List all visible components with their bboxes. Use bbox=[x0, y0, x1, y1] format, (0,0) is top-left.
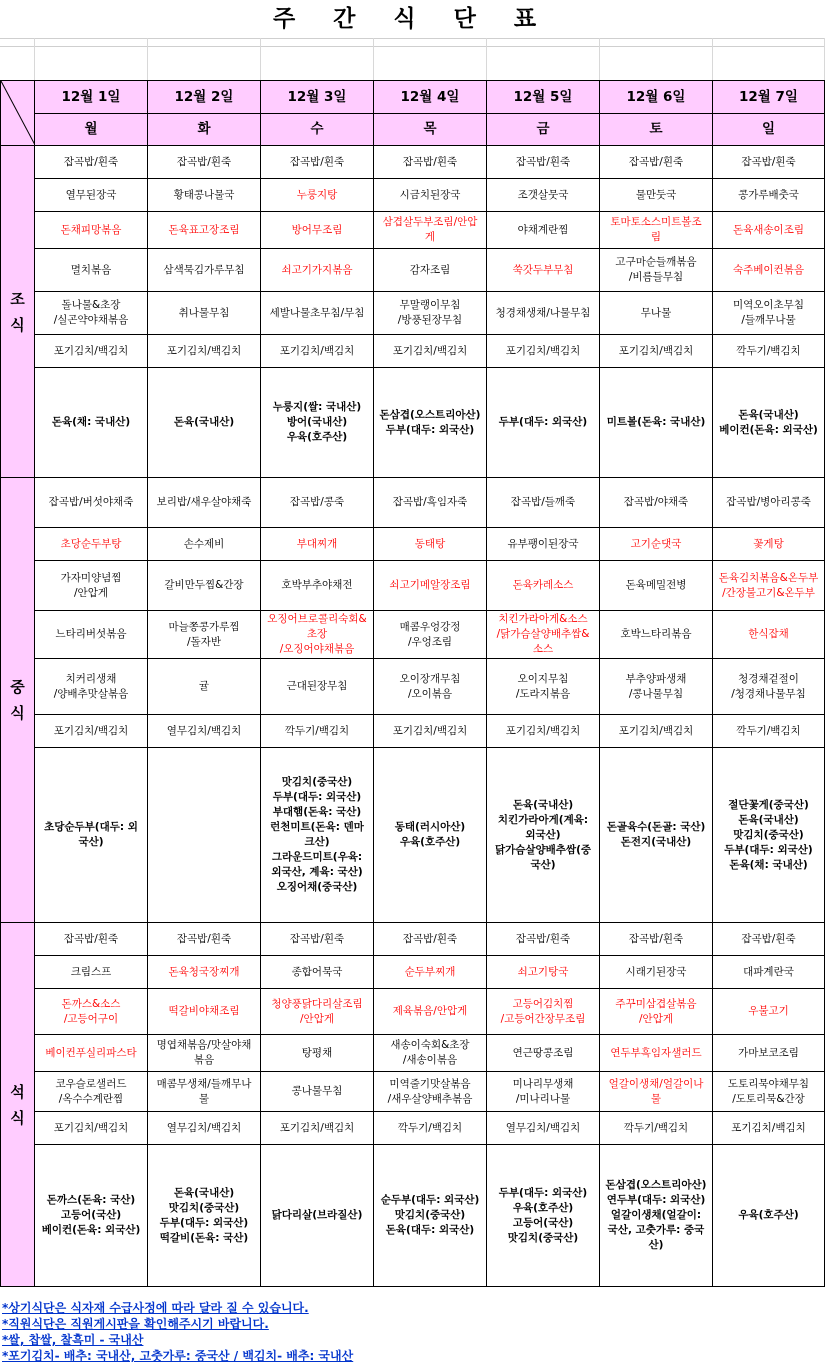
grid-line bbox=[824, 38, 825, 80]
menu-item-cell: 쑥갓두부무침 bbox=[487, 249, 600, 292]
menu-item-cell: 명엽채볶음/맛살야채 볶음 bbox=[148, 1035, 261, 1072]
menu-item-cell: 코우슬로샐러드 /옥수수계란찜 bbox=[35, 1072, 148, 1112]
origin-cell: 초당순두부(대두: 외 국산) bbox=[35, 748, 148, 923]
menu-item-cell: 부대찌개 bbox=[261, 528, 374, 561]
menu-item-cell: 종합어묵국 bbox=[261, 956, 374, 989]
weekday-header: 일 bbox=[713, 114, 825, 146]
footnotes bbox=[2, 1300, 822, 1364]
menu-item-cell: 돈까스&소스 /고등어구이 bbox=[35, 989, 148, 1035]
menu-item-cell: 깍두기/백김치 bbox=[374, 1112, 487, 1145]
grid-line bbox=[599, 38, 600, 80]
menu-item-cell: 오이장개무침 /오이볶음 bbox=[374, 659, 487, 715]
menu-item-cell: 잡곡밥/흰죽 bbox=[148, 923, 261, 956]
date-header: 12월 7일 bbox=[713, 81, 825, 114]
menu-item-cell: 콩나물무침 bbox=[261, 1072, 374, 1112]
menu-item-cell: 고구마순들깨볶음 /비름들무침 bbox=[600, 249, 713, 292]
menu-item-cell: 야채계란찜 bbox=[487, 212, 600, 249]
grid-line bbox=[260, 38, 261, 80]
menu-item-cell: 고기순댓국 bbox=[600, 528, 713, 561]
date-header: 12월 2일 bbox=[148, 81, 261, 114]
menu-item-cell: 크림스프 bbox=[35, 956, 148, 989]
menu-item-cell: 포기김치/백김치 bbox=[261, 1112, 374, 1145]
origin-cell: 미트볼(돈육: 국내산) bbox=[600, 368, 713, 478]
menu-item-cell: 무말랭이무침 /방풍된장무침 bbox=[374, 292, 487, 335]
menu-item-cell: 잡곡밥/흰죽 bbox=[600, 923, 713, 956]
menu-item-cell: 잡곡밥/흰죽 bbox=[374, 146, 487, 179]
origin-cell: 돈삼겹(오스트리아산) 연두부(대두: 외국산) 얼갈이생채(얼갈이: 국산, 고춧가루: 중국 산) bbox=[600, 1145, 713, 1287]
page-title: 주 간 식 단 표 bbox=[272, 6, 552, 32]
menu-item-cell: 유부팽이된장국 bbox=[487, 528, 600, 561]
menu-item-cell: 잡곡밥/들깨죽 bbox=[487, 478, 600, 528]
menu-item-cell: 잡곡밥/버섯야채죽 bbox=[35, 478, 148, 528]
menu-item-cell: 누룽지탕 bbox=[261, 179, 374, 212]
menu-item-cell: 쇠고기메알장조림 bbox=[374, 561, 487, 611]
menu-item-cell: 한식잡채 bbox=[713, 611, 825, 659]
menu-item-cell: 주꾸미삼겹살볶음 /안압게 bbox=[600, 989, 713, 1035]
menu-item-cell: 물만둣국 bbox=[600, 179, 713, 212]
menu-item-cell: 연두부흑임자샐러드 bbox=[600, 1035, 713, 1072]
date-header: 12월 6일 bbox=[600, 81, 713, 114]
menu-item-cell: 매콤무생채/들깨무나 물 bbox=[148, 1072, 261, 1112]
menu-item-cell: 돈육표고장조림 bbox=[148, 212, 261, 249]
menu-item-cell: 돈채피망볶음 bbox=[35, 212, 148, 249]
grid-line bbox=[0, 38, 824, 39]
menu-item-cell: 미역줄기맛살볶음 /새우살양배추볶음 bbox=[374, 1072, 487, 1112]
menu-item-cell: 취나물무침 bbox=[148, 292, 261, 335]
menu-item-cell: 토마토소스미트볼조 림 bbox=[600, 212, 713, 249]
menu-item-cell: 얼갈이생채/얼갈이나 물 bbox=[600, 1072, 713, 1112]
menu-item-cell: 치커리생채 /양배추맛살볶음 bbox=[35, 659, 148, 715]
menu-item-cell: 부추양파생채 /콩나물무침 bbox=[600, 659, 713, 715]
date-header: 12월 4일 bbox=[374, 81, 487, 114]
origin-cell: 돈삼겹(오스트리아산) 두부(대두: 외국산) bbox=[374, 368, 487, 478]
origin-cell: 절단꽃게(중국산) 돈육(국내산) 맛김치(중국산) 두부(대두: 외국산) 돈육(채: 국내산) bbox=[713, 748, 825, 923]
menu-item-cell: 청경채생채/나물무침 bbox=[487, 292, 600, 335]
menu-item-cell: 오이지무침 /도라지볶음 bbox=[487, 659, 600, 715]
menu-item-cell: 삼겹살두부조림/안압 게 bbox=[374, 212, 487, 249]
menu-item-cell: 돈육김치볶음&온두부 /간장불고기&온두부 bbox=[713, 561, 825, 611]
menu-item-cell: 순두부찌개 bbox=[374, 956, 487, 989]
origin-cell: 두부(대두: 외국산) bbox=[487, 368, 600, 478]
menu-item-cell: 잡곡밥/콩죽 bbox=[261, 478, 374, 528]
menu-item-cell: 대파계란국 bbox=[713, 956, 825, 989]
menu-item-cell: 잡곡밥/흰죽 bbox=[487, 923, 600, 956]
menu-item-cell: 우불고기 bbox=[713, 989, 825, 1035]
menu-item-cell: 가자미양념찜 /안압게 bbox=[35, 561, 148, 611]
menu-item-cell: 세발나물초무침/무침 bbox=[261, 292, 374, 335]
menu-item-cell: 새송이숙회&초장 /새송이볶음 bbox=[374, 1035, 487, 1072]
menu-item-cell: 호박부추야채전 bbox=[261, 561, 374, 611]
menu-item-cell: 잡곡밥/흰죽 bbox=[487, 146, 600, 179]
menu-item-cell: 미나리무생채 /미나리나물 bbox=[487, 1072, 600, 1112]
menu-item-cell: 보리밥/새우살야채죽 bbox=[148, 478, 261, 528]
weekly-menu-table bbox=[0, 80, 825, 1287]
menu-item-cell: 동태탕 bbox=[374, 528, 487, 561]
menu-item-cell: 잡곡밥/흰죽 bbox=[261, 923, 374, 956]
menu-item-cell: 시래기된장국 bbox=[600, 956, 713, 989]
menu-item-cell: 호박느타리볶음 bbox=[600, 611, 713, 659]
menu-item-cell: 마늘쫑콩가루찜 /돌자반 bbox=[148, 611, 261, 659]
origin-cell: 우육(호주산) bbox=[713, 1145, 825, 1287]
menu-item-cell: 돌나물&초장 /실곤약야채볶음 bbox=[35, 292, 148, 335]
meal-label: 석 식 bbox=[1, 923, 35, 1287]
menu-item-cell: 청양풍닭다리살조림 /안압게 bbox=[261, 989, 374, 1035]
weekday-header: 수 bbox=[261, 114, 374, 146]
menu-item-cell: 도토리묵야채무침 /도토리묵&간장 bbox=[713, 1072, 825, 1112]
menu-item-cell: 잡곡밥/흰죽 bbox=[713, 923, 825, 956]
menu-item-cell: 잡곡밥/흰죽 bbox=[148, 146, 261, 179]
menu-item-cell: 포기김치/백김치 bbox=[374, 715, 487, 748]
menu-item-cell: 돈육청국장찌개 bbox=[148, 956, 261, 989]
weekday-header: 토 bbox=[600, 114, 713, 146]
weekday-header: 월 bbox=[35, 114, 148, 146]
menu-item-cell: 매콤우엉강정 /우엉조림 bbox=[374, 611, 487, 659]
menu-item-cell: 근대된장무침 bbox=[261, 659, 374, 715]
origin-cell: 돈육(국내산) 베이컨(돈육: 외국산) bbox=[713, 368, 825, 478]
menu-item-cell: 느타리버섯볶음 bbox=[35, 611, 148, 659]
menu-item-cell: 무나물 bbox=[600, 292, 713, 335]
date-header: 12월 1일 bbox=[35, 81, 148, 114]
origin-cell: 돈육(국내산) 치킨가라아게(계육: 외국산) 닭가슴살양배추쌈(중 국산) bbox=[487, 748, 600, 923]
menu-item-cell: 잡곡밥/흰죽 bbox=[261, 146, 374, 179]
menu-item-cell: 감자조림 bbox=[374, 249, 487, 292]
origin-cell: 돈육(국내산) bbox=[148, 368, 261, 478]
corner-cell bbox=[1, 81, 35, 146]
meal-label: 중 식 bbox=[1, 478, 35, 923]
menu-item-cell: 포기김치/백김치 bbox=[148, 335, 261, 368]
menu-item-cell: 열무된장국 bbox=[35, 179, 148, 212]
menu-item-cell: 돈육메밀전병 bbox=[600, 561, 713, 611]
footnote: *포기김치- 배추: 국내산, 고춧가루: 중국산 / 백김치- 배추: 국내산 bbox=[2, 1349, 354, 1363]
menu-item-cell: 조갯살뭇국 bbox=[487, 179, 600, 212]
origin-cell: 동태(러시아산) 우육(호주산) bbox=[374, 748, 487, 923]
footnote: *상기식단은 식자재 수급사정에 따라 달라 질 수 있습니다. bbox=[2, 1301, 309, 1315]
menu-item-cell: 포기김치/백김치 bbox=[374, 335, 487, 368]
grid-line bbox=[486, 38, 487, 80]
grid-line bbox=[0, 46, 824, 47]
menu-item-cell: 포기김치/백김치 bbox=[713, 1112, 825, 1145]
menu-item-cell: 포기김치/백김치 bbox=[261, 335, 374, 368]
weekday-header: 목 bbox=[374, 114, 487, 146]
menu-item-cell: 멸치볶음 bbox=[35, 249, 148, 292]
grid-line bbox=[34, 38, 35, 80]
menu-item-cell: 돈육카레소스 bbox=[487, 561, 600, 611]
weekday-header: 금 bbox=[487, 114, 600, 146]
menu-item-cell: 쇠고기가지볶음 bbox=[261, 249, 374, 292]
menu-item-cell: 초당순두부탕 bbox=[35, 528, 148, 561]
menu-item-cell: 잡곡밥/흰죽 bbox=[35, 923, 148, 956]
menu-item-cell: 포기김치/백김치 bbox=[35, 335, 148, 368]
grid-line bbox=[712, 38, 713, 80]
origin-cell: 돈까스(돈육: 국산) 고등어(국산) 베이컨(돈육: 외국산) bbox=[35, 1145, 148, 1287]
menu-item-cell: 포기김치/백김치 bbox=[600, 335, 713, 368]
menu-item-cell: 잡곡밥/야채죽 bbox=[600, 478, 713, 528]
menu-item-cell: 콩가루배춧국 bbox=[713, 179, 825, 212]
meal-label: 조 식 bbox=[1, 146, 35, 478]
date-header: 12월 5일 bbox=[487, 81, 600, 114]
origin-cell: 돈육(채: 국내산) bbox=[35, 368, 148, 478]
origin-cell bbox=[148, 748, 261, 923]
origin-cell: 두부(대두: 외국산) 우육(호주산) 고등어(국산) 맛김치(중국산) bbox=[487, 1145, 600, 1287]
menu-item-cell: 제육볶음/안압게 bbox=[374, 989, 487, 1035]
menu-item-cell: 잡곡밥/흰죽 bbox=[600, 146, 713, 179]
origin-cell: 순두부(대두: 외국산) 맛김치(중국산) 돈육(대두: 외국산) bbox=[374, 1145, 487, 1287]
menu-item-cell: 탕평채 bbox=[261, 1035, 374, 1072]
menu-item-cell: 깍두기/백김치 bbox=[600, 1112, 713, 1145]
menu-item-cell: 연근땅콩조림 bbox=[487, 1035, 600, 1072]
menu-item-cell: 가마보코조림 bbox=[713, 1035, 825, 1072]
menu-item-cell: 포기김치/백김치 bbox=[35, 715, 148, 748]
menu-item-cell: 잡곡밥/병아리콩죽 bbox=[713, 478, 825, 528]
menu-item-cell: 갈비만두찜&간장 bbox=[148, 561, 261, 611]
menu-item-cell: 미역오이초무침 /들깨무나물 bbox=[713, 292, 825, 335]
menu-item-cell: 삼색묵김가루무침 bbox=[148, 249, 261, 292]
origin-cell: 돈골육수(돈골: 국산) 돈전지(국내산) bbox=[600, 748, 713, 923]
grid-line bbox=[147, 38, 148, 80]
menu-item-cell: 잡곡밥/흰죽 bbox=[374, 923, 487, 956]
menu-item-cell: 베이컨푸실리파스타 bbox=[35, 1035, 148, 1072]
menu-item-cell: 시금치된장국 bbox=[374, 179, 487, 212]
menu-item-cell: 포기김치/백김치 bbox=[600, 715, 713, 748]
menu-item-cell: 꽃게탕 bbox=[713, 528, 825, 561]
menu-item-cell: 포기김치/백김치 bbox=[35, 1112, 148, 1145]
footnote: *쌀, 찹쌀, 찰흑미 - 국내산 bbox=[2, 1333, 144, 1347]
menu-item-cell: 열무김치/백김치 bbox=[148, 715, 261, 748]
menu-item-cell: 잡곡밥/흰죽 bbox=[713, 146, 825, 179]
menu-item-cell: 포기김치/백김치 bbox=[487, 335, 600, 368]
menu-item-cell: 돈육새송이조림 bbox=[713, 212, 825, 249]
origin-cell: 돈육(국내산) 맛김치(중국산) 두부(대두: 외국산) 떡갈비(돈육: 국산) bbox=[148, 1145, 261, 1287]
diagonal-line bbox=[1, 81, 35, 145]
menu-item-cell: 귤 bbox=[148, 659, 261, 715]
menu-item-cell: 황태콩나물국 bbox=[148, 179, 261, 212]
menu-item-cell: 쇠고기탕국 bbox=[487, 956, 600, 989]
weekday-header: 화 bbox=[148, 114, 261, 146]
menu-item-cell: 열무김치/백김치 bbox=[148, 1112, 261, 1145]
menu-item-cell: 깍두기/백김치 bbox=[713, 715, 825, 748]
menu-item-cell: 포기김치/백김치 bbox=[487, 715, 600, 748]
grid-line bbox=[373, 38, 374, 80]
origin-cell: 맛김치(중국산) 두부(대두: 외국산) 부대햄(돈육: 국산) 런천미트(돈육: 덴마 크산) 그라운드미트(우육: 외국산, 계육: 국산) 오징어채(중국산) bbox=[261, 748, 374, 923]
menu-item-cell: 잡곡밥/흰죽 bbox=[35, 146, 148, 179]
menu-item-cell: 오징어브로콜리숙회& 초장 /오징어야채볶음 bbox=[261, 611, 374, 659]
menu-item-cell: 열무김치/백김치 bbox=[487, 1112, 600, 1145]
origin-cell: 닭다리살(브라질산) bbox=[261, 1145, 374, 1287]
menu-item-cell: 청경채겉절이 /청경채나물무침 bbox=[713, 659, 825, 715]
menu-item-cell: 떡갈비야채조림 bbox=[148, 989, 261, 1035]
menu-item-cell: 고등어김치찜 /고등어간장무조림 bbox=[487, 989, 600, 1035]
footnote: *직원식단은 직원게시판을 확인해주시기 바랍니다. bbox=[2, 1317, 269, 1331]
menu-item-cell: 깍두기/백김치 bbox=[261, 715, 374, 748]
menu-item-cell: 숙주베이컨볶음 bbox=[713, 249, 825, 292]
menu-item-cell: 손수제비 bbox=[148, 528, 261, 561]
menu-item-cell: 깍두기/백김치 bbox=[713, 335, 825, 368]
menu-item-cell: 잡곡밥/흑임자죽 bbox=[374, 478, 487, 528]
menu-item-cell: 방어무조림 bbox=[261, 212, 374, 249]
menu-item-cell: 치킨가라아게&소스 /닭가슴살양배추쌈& 소스 bbox=[487, 611, 600, 659]
date-header: 12월 3일 bbox=[261, 81, 374, 114]
origin-cell: 누룽지(쌀: 국내산) 방어(국내산) 우육(호주산) bbox=[261, 368, 374, 478]
